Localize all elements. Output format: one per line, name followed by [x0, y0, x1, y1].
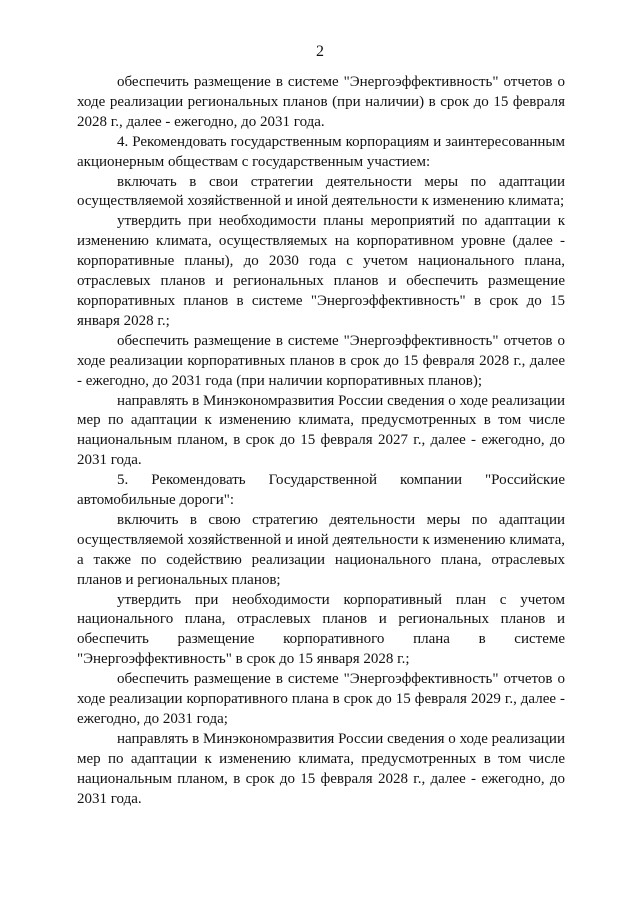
page-number: 2	[316, 43, 324, 60]
paragraph-report-corporate-plan: обеспечить размещение в системе "Энергоэффективность" отчетов о ходе реализации корпоративного плана в срок до 15 февраля 2029 г., далее - ежегодно, до 2031 года;	[77, 671, 565, 727]
paragraph-approve-corporate-plan: утвердить при необходимости корпоративный план с учетом национального плана, отраслевых планов и региональных планов и обеспечить размещение корпоративного плана в системе "Энергоэффективность" в срок до 15 января 2028 г.;	[77, 591, 565, 668]
paragraph-include-in-strategies: включать в свои стратегии деятельности меры по адаптации осуществляемой хозяйственной и иной деятельности к изменению климата;	[77, 173, 565, 210]
paragraph-report-corporate-plans: обеспечить размещение в системе "Энергоэффективность" отчетов о ходе реализации корпоративных планов в срок до 15 февраля 2028 г., далее - ежегодно, до 2031 года (при наличии корпоративных планов);	[77, 332, 565, 389]
document-body	[77, 73, 565, 810]
paragraph-item-4-recommend-corporations: 4. Рекомендовать государственным корпорациям и заинтересованным акционерным обществам с государственным участием:	[77, 133, 565, 170]
paragraph-approve-corporate-plans: утвердить при необходимости планы мероприятий по адаптации к изменению климата, осуществляемых на корпоративном уровне (далее - корпоративные планы), до 2030 года с учетом национального плана, отраслевых планов и региональных планов и обеспечить размещение корпоративных планов в системе "Энергоэффективность" в срок до 15 января 2028 г.;	[77, 213, 565, 329]
paragraph-include-in-own-strategy: включить в свою стратегию деятельности меры по адаптации осуществляемой хозяйственной и иной деятельности к изменению климата, а также по содействию реализации национального плана, отраслевых планов и региональных планов;	[77, 511, 565, 588]
paragraph-send-info-ministry: направлять в Минэкономразвития России сведения о ходе реализации мер по адаптации к изменению климата, предусмотренных в том числе национальным планом, в срок до 15 февраля 2027 г., далее - ежегодно, до 2031 года.	[77, 392, 565, 469]
paragraph-item-5-recommend-avtodor: 5. Рекомендовать Государственной компании "Российские автомобильные дороги":	[77, 472, 565, 509]
paragraph-send-info-ministry-2028: направлять в Минэкономразвития России сведения о ходе реализации мер по адаптации к изменению климата, предусмотренных в том числе национальным планом, в срок до 15 февраля 2028 г., далее - ежегодно, до 2031 года.	[77, 730, 565, 807]
paragraph-report-regional-plans: обеспечить размещение в системе "Энергоэффективность" отчетов о ходе реализации региональных планов (при наличии) в срок до 15 февраля 2028 г., далее - ежегодно, до 2031 года.	[77, 74, 565, 130]
